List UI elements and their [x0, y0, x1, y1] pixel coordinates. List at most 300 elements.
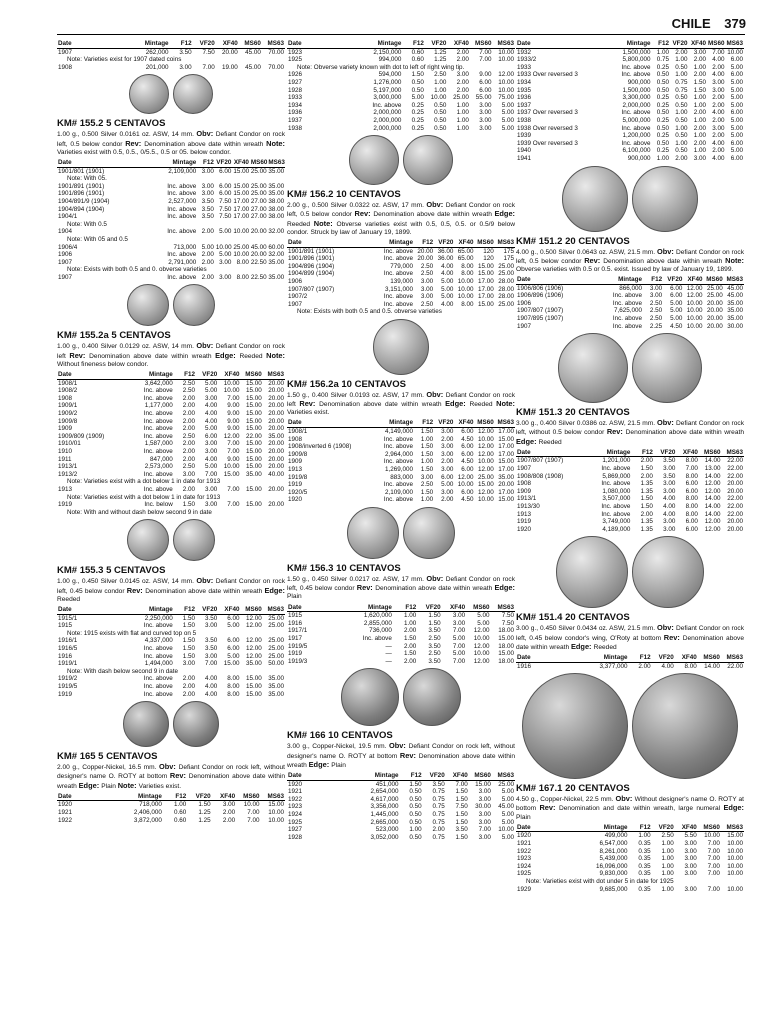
coin-image	[127, 519, 169, 561]
table-cell: 5.00	[227, 652, 240, 660]
desc-text: Varieties exist.	[287, 409, 330, 417]
table-cell: 0.50	[409, 833, 422, 841]
table-cell: 17.00	[477, 293, 494, 301]
note-cell: Note: Varieties exist for 1907 dated coins	[67, 56, 182, 64]
table-cell: 2.00	[404, 642, 417, 650]
table-cell: 1933	[517, 63, 532, 71]
table-cell: 3.50	[204, 637, 218, 645]
note-row	[57, 494, 285, 502]
table-row	[57, 259, 285, 267]
table-cell: 2.00	[182, 410, 195, 418]
table-cell: 0.35	[638, 870, 651, 878]
table-cell: Inc. above	[167, 228, 197, 236]
table-cell: 5.00	[219, 251, 232, 259]
column-header: VF20	[434, 239, 454, 247]
table-cell: Inc. above	[167, 273, 197, 281]
column-header: XF40	[212, 793, 236, 801]
table-cell: 0.75	[675, 78, 688, 86]
km-title: KM# 167.1 20 CENTAVOS	[516, 783, 630, 795]
table-cell: 1925	[288, 818, 303, 826]
table-row	[57, 675, 285, 683]
column-header: XF40	[233, 158, 249, 166]
table-cell: 175	[503, 255, 514, 263]
table-cell: 12.00	[477, 443, 494, 451]
table-cell: 1.50	[182, 652, 195, 660]
table-cell: 15.00	[245, 455, 262, 463]
table-header-row	[516, 654, 744, 662]
column-middle	[287, 40, 515, 841]
table-cell: Inc. above	[383, 300, 413, 308]
table-cell: 0.25	[411, 109, 424, 117]
desc-text: Plain	[101, 782, 118, 790]
desc-label: Obv:	[196, 341, 216, 351]
table-cell: 7.50	[219, 213, 232, 221]
table-cell: 12.00	[473, 657, 490, 665]
table-cell: 9.00	[227, 417, 240, 425]
table-cell: 1908/1	[288, 428, 308, 436]
table-cell: 35.00	[268, 258, 285, 266]
table-cell: 1941	[517, 154, 532, 162]
table-cell: 1,269,000	[384, 466, 413, 474]
table-cell: 0.75	[432, 788, 445, 796]
desc-label: Obv:	[196, 576, 216, 586]
table-cell: 1911	[58, 455, 72, 463]
table-cell: 2,855,000	[363, 619, 392, 627]
table-cell: Inc. above	[143, 410, 173, 418]
table-cell: 30.00	[475, 803, 491, 811]
table-cell: 4.00	[441, 262, 454, 270]
table-cell: 2.00	[712, 63, 725, 71]
table-cell: 2.00	[441, 435, 454, 443]
table-cell: 5.00	[501, 810, 514, 818]
column-header: VF20	[652, 654, 675, 662]
catalog-section	[516, 783, 744, 893]
desc-text: Defiant Condor on rock left	[57, 343, 286, 360]
table-row	[287, 247, 515, 255]
table-cell: 7.00	[227, 448, 240, 456]
mintage-table	[57, 40, 285, 71]
table-cell: 10.00	[473, 650, 490, 658]
table-cell: 6.00	[227, 644, 240, 652]
table-cell: 6.00	[730, 109, 743, 117]
column-header: MS60	[699, 449, 722, 457]
table-cell: 0.50	[409, 795, 422, 803]
table-cell: 2,791,000	[168, 258, 197, 266]
table-cell: 1.50	[693, 86, 706, 94]
table-cell: 22.00	[727, 465, 743, 473]
table-cell: 1.50	[455, 833, 468, 841]
table-cell: 2.00	[182, 682, 195, 690]
table-cell: 4.00	[712, 139, 725, 147]
table-row	[287, 125, 515, 133]
table-row	[287, 788, 515, 796]
table-cell: 1.00	[693, 132, 706, 140]
table-cell: 139,000	[390, 277, 413, 285]
table-cell: 1909	[517, 487, 532, 495]
table-cell: 15.00	[223, 470, 240, 478]
table-cell: 0.35	[638, 862, 651, 870]
table-cell: 866,000	[619, 284, 642, 292]
table-cell: 0.75	[432, 818, 445, 826]
table-cell: 1.50	[409, 780, 422, 788]
table-cell: 1925	[517, 870, 532, 878]
table-cell: 7.00	[478, 826, 491, 834]
table-cell: 1906	[288, 277, 303, 285]
coin-images	[516, 333, 744, 403]
table-cell: 3.00	[684, 847, 697, 855]
table-cell: 1906	[58, 251, 73, 259]
note-cell: Note: 1915 exists with flat and curved top on 5	[67, 629, 197, 637]
desc-text: Reeded	[593, 643, 617, 651]
table-cell: 1907/895 (1907)	[517, 315, 564, 323]
table-cell: 45.00	[727, 292, 743, 300]
table-cell: 12.00	[686, 284, 703, 292]
table-cell: 1.50	[455, 810, 468, 818]
column-header: F12	[174, 606, 196, 614]
table-cell: 20.00	[706, 307, 723, 315]
table-row	[287, 87, 515, 95]
table-cell: 0.25	[656, 147, 670, 155]
table-cell: 15.00	[245, 675, 262, 683]
table-cell: 1.00	[404, 612, 417, 620]
table-cell: 20.00	[706, 315, 723, 323]
table-cell: 1.50	[428, 619, 441, 627]
table-cell: 12.00	[477, 466, 494, 474]
table-cell: 1.00	[675, 109, 688, 117]
table-cell: 3,872,000	[133, 816, 162, 824]
table-cell: 1.50	[640, 503, 653, 511]
table-cell: 12.00	[704, 525, 721, 533]
table-cell: 22.00	[727, 472, 743, 480]
table-cell: 0.50	[409, 803, 422, 811]
table-row	[57, 501, 285, 509]
table-cell: 120	[483, 247, 494, 255]
table-row	[287, 109, 515, 117]
table-cell: 1904/899 (1904)	[288, 270, 335, 278]
table-cell: 9,685,000	[599, 885, 628, 893]
table-row	[516, 465, 744, 473]
table-cell: 14.00	[704, 495, 721, 503]
table-row	[287, 458, 515, 466]
table-cell: 6,100,000	[622, 147, 651, 155]
catalog-section	[57, 519, 285, 561]
table-cell: 7.50	[202, 48, 215, 56]
table-cell: 22.00	[245, 432, 262, 440]
coin-description	[287, 391, 515, 418]
table-row	[516, 307, 744, 315]
mintage-table	[57, 606, 285, 698]
table-row	[287, 643, 515, 651]
coin-images	[287, 135, 515, 185]
coin-image	[373, 319, 429, 375]
column-header: MS63	[721, 824, 744, 832]
table-cell: 1.00	[638, 832, 651, 840]
table-cell: 5,197,000	[373, 86, 402, 94]
note-row	[57, 668, 285, 676]
table-cell: 5.00	[452, 635, 466, 642]
table-cell: 1919/5	[58, 682, 78, 690]
desc-text: Denomination above date within wreath	[373, 211, 495, 219]
table-cell: 15.00	[245, 682, 262, 690]
table-cell: 6.00	[219, 190, 232, 198]
table-cell: 36.00	[437, 247, 454, 255]
table-cell: 2.50	[428, 635, 441, 642]
column-header: XF40	[447, 40, 470, 48]
table-row	[516, 117, 744, 125]
km-title: KM# 155.3 5 CENTAVOS	[57, 565, 166, 577]
table-cell: 25.00	[250, 167, 267, 175]
table-cell: 0.60	[411, 48, 424, 56]
coin-images	[57, 74, 285, 114]
table-cell: 32.00	[268, 251, 285, 259]
desc-text: Defiant Condor on rock left, without designer's name O. ROTY at bottom	[287, 743, 515, 760]
table-cell: 3,642,000	[144, 379, 173, 387]
table-cell: 5.00	[204, 387, 218, 395]
table-cell: Inc. above	[612, 299, 642, 307]
column-header: XF40	[676, 449, 699, 457]
table-cell: 5.00	[452, 650, 466, 658]
table-row	[516, 473, 744, 481]
table-cell: 2.00	[693, 124, 706, 132]
table-cell: 1.00	[434, 86, 447, 94]
table-cell: 5.00	[501, 109, 514, 117]
column-header: MS60	[708, 40, 725, 47]
column-header: VF20	[670, 40, 688, 48]
table-header-row	[57, 606, 285, 614]
table-cell: 8.00	[685, 472, 698, 480]
catalog-section	[287, 189, 515, 316]
table-cell: 35.00	[268, 690, 284, 698]
table-cell: 10.00	[233, 228, 250, 236]
table-row	[516, 87, 744, 95]
table-cell: 4.00	[712, 56, 725, 64]
table-cell: 4.00	[204, 675, 218, 683]
column-header: MS63	[491, 604, 515, 612]
table-cell: 15.00	[233, 190, 250, 198]
column-header: MS60	[475, 239, 495, 247]
table-cell: 18.00	[498, 657, 514, 665]
table-cell: 5.00	[501, 818, 514, 826]
table-cell: 12.00	[477, 428, 494, 436]
table-cell: 15.00	[245, 501, 262, 509]
table-cell: 1908	[288, 435, 303, 443]
table-cell: 25.00	[250, 182, 267, 190]
table-cell: 6.00	[730, 71, 743, 79]
km-title: KM# 156.2a 10 CENTAVOS	[287, 378, 406, 390]
desc-label: Rev:	[299, 399, 320, 409]
table-cell: 7.50	[219, 197, 232, 205]
table-cell: 1906/4	[58, 243, 78, 251]
table-cell: 15.00	[245, 417, 262, 425]
table-cell: 5,000,000	[622, 116, 651, 124]
column-header: XF40	[689, 40, 707, 48]
table-cell: 10.00	[498, 826, 514, 834]
table-cell: 17.00	[498, 488, 514, 496]
table-cell: 1.00	[693, 101, 706, 109]
table-cell: Inc. above	[383, 443, 413, 451]
column-header: Mintage	[127, 371, 174, 379]
table-cell: 18.00	[498, 627, 514, 635]
table-cell: 1.00	[693, 116, 706, 124]
column-header: Mintage	[586, 449, 631, 457]
table-cell: 1.50	[455, 788, 468, 796]
table-cell: 5.00	[730, 147, 743, 155]
table-cell: 8.00	[685, 495, 698, 503]
table-cell: 3.00	[452, 619, 466, 627]
table-cell: 1904/891/9 (1904)	[58, 197, 110, 205]
column-header: Date	[287, 772, 350, 780]
table-row	[57, 206, 285, 214]
table-cell: 1919/2	[58, 675, 78, 683]
table-cell: 35.00	[498, 473, 514, 481]
table-cell: 1937 Over reversed 3	[517, 109, 578, 117]
coin-images	[57, 284, 285, 326]
table-cell: 2.00	[404, 627, 417, 635]
table-cell: 1928	[288, 86, 303, 94]
table-cell: 10.00	[498, 86, 514, 94]
table-cell: 15.00	[233, 182, 250, 190]
table-cell: 3.00	[478, 810, 491, 818]
table-cell: 8.00	[461, 270, 474, 278]
table-cell: 45.00	[498, 803, 514, 811]
table-cell: 20.00	[417, 255, 434, 263]
table-cell: Inc. above	[601, 503, 631, 511]
table-header-row	[57, 159, 285, 167]
table-cell: 1908	[58, 394, 73, 402]
catalog-section	[57, 284, 285, 326]
note-row	[57, 630, 285, 638]
table-cell: 1923	[517, 855, 532, 863]
table-cell: 10.00	[477, 458, 494, 466]
catalog-section	[57, 751, 285, 824]
table-cell: Inc. above	[621, 71, 651, 79]
table-cell: 3.00	[441, 466, 454, 474]
table-cell: 1.00	[661, 885, 674, 893]
table-cell: 15.00	[245, 379, 262, 387]
desc-text: Denomination above date within wreath	[625, 429, 744, 437]
column-header: MS60	[250, 158, 268, 166]
table-cell: 15.00	[475, 780, 491, 788]
coin-description	[516, 419, 744, 447]
table-cell: 7.00	[685, 465, 698, 473]
table-cell: 1925	[288, 56, 303, 64]
table-cell: 3.50	[201, 205, 214, 213]
table-cell: 6.00	[461, 466, 474, 474]
table-cell: Inc. above	[383, 458, 413, 466]
table-cell: 7.00	[712, 48, 725, 56]
table-cell: 1919/3	[288, 657, 308, 665]
table-cell: 10.00	[243, 801, 260, 809]
table-cell: Inc. above	[383, 481, 413, 489]
table-cell: 38.00	[268, 197, 285, 205]
table-row	[287, 451, 515, 459]
table-cell: 1.00	[656, 48, 670, 56]
desc-label: Obv:	[657, 246, 676, 256]
table-cell: 0.50	[656, 109, 670, 117]
table-cell: 5.00	[501, 788, 514, 796]
table-cell: 5.00	[501, 124, 514, 132]
column-header: MS63	[721, 449, 744, 457]
table-cell: 175	[503, 247, 514, 255]
table-cell: 45.00	[245, 48, 261, 56]
table-cell: 1939	[517, 132, 532, 140]
table-cell: 45.00	[245, 63, 261, 71]
desc-text: Denomination and date within wreath, large numeral	[558, 805, 724, 813]
table-cell: Inc. above	[621, 63, 651, 71]
table-cell: 0.35	[638, 847, 651, 855]
table-cell: 1904/1	[58, 213, 78, 221]
table-cell: 3.00	[201, 167, 214, 175]
desc-text: 2.00 g., Copper-Nickel, 16.5 mm.	[57, 764, 159, 772]
table-cell: 2.00	[182, 402, 195, 410]
table-cell: 3.00	[684, 862, 697, 870]
table-cell: 1919/1	[58, 660, 78, 668]
table-cell: Inc. above	[612, 292, 642, 300]
table-row	[287, 293, 515, 301]
table-cell: 20.00	[727, 487, 743, 495]
table-cell: 1919/8	[288, 473, 308, 481]
table-cell: 1913	[58, 486, 73, 493]
table-cell: 8.00	[685, 510, 698, 518]
table-cell: 4.00	[204, 417, 218, 425]
table-cell: 3,052,000	[370, 833, 399, 841]
column-header: F12	[414, 419, 434, 427]
catalog-section	[57, 330, 285, 516]
desc-label: Edge:	[264, 585, 285, 595]
table-row	[287, 819, 515, 827]
mintage-table	[57, 793, 285, 824]
table-cell: 1.00	[693, 94, 706, 102]
table-row	[516, 886, 744, 894]
table-cell: 1938 Over reversed 3	[517, 124, 578, 132]
table-cell: 3.00	[201, 190, 214, 198]
desc-text: 1.00 g., 0.400 Silver 0.0129 oz. ASW, 14 mm.	[57, 343, 197, 351]
table-cell: 15.00	[233, 167, 250, 175]
coin-description	[287, 201, 515, 237]
table-cell: 10.00	[268, 808, 284, 816]
table-cell: 1904/894 (1904)	[58, 205, 105, 213]
column-header: F12	[170, 40, 193, 48]
desc-label: Obv:	[159, 762, 179, 772]
column-header: MS63	[492, 40, 515, 48]
table-cell: 0.50	[675, 132, 688, 140]
table-cell: 15.00	[477, 262, 494, 270]
table-cell: 65.00	[457, 247, 474, 255]
table-row	[516, 140, 744, 148]
table-row	[57, 486, 285, 494]
desc-text: Reeded	[239, 352, 267, 360]
table-cell: 10.00	[268, 816, 284, 824]
table-row	[57, 379, 285, 387]
table-cell: 7.00	[707, 855, 720, 863]
table-cell: 3.00	[684, 855, 697, 863]
table-cell: 2.00	[675, 154, 688, 162]
table-cell: 12.00	[704, 518, 721, 526]
table-cell: 2,665,000	[370, 818, 399, 826]
desc-text: Denomination above date within wreath	[603, 257, 726, 265]
table-cell: Inc. above	[167, 251, 197, 259]
table-cell: 7.00	[707, 847, 720, 855]
table-cell: 7.50	[501, 612, 514, 620]
table-cell: 201,000	[145, 63, 169, 71]
table-row	[57, 228, 285, 236]
table-cell: 1933/2	[517, 56, 537, 64]
table-cell: 15.00	[268, 801, 284, 809]
column-header: MS60	[469, 772, 492, 780]
column-header: F12	[174, 371, 196, 379]
table-cell: 3.00	[479, 101, 492, 109]
table-cell: 1.00	[456, 116, 469, 124]
